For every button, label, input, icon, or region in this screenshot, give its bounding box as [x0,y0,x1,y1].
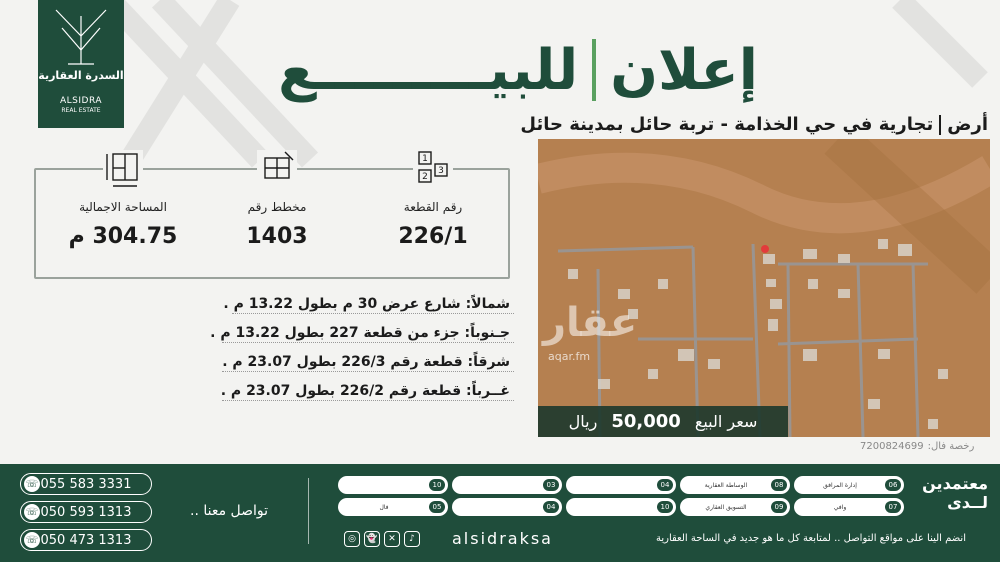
instagram-icon[interactable]: ◎ [344,531,360,547]
badge-number: 03 [543,479,559,491]
map-watermark: عقار [543,300,638,346]
satellite-map[interactable] [538,139,990,437]
property-boundaries [210,290,510,406]
whatsapp-icon: ☏ [24,504,40,520]
phone-number[interactable] [20,473,152,495]
boundary-south: جـنوباً: جزء من قطعة 227 بطول 13.22 م . [210,325,510,341]
badge-number: 04 [543,501,559,513]
accreditation-badge [566,476,676,494]
whatsapp-icon: ☏ [24,532,40,548]
map-streets [538,139,990,437]
badge-label: فال [379,503,389,511]
accreditation-badge [452,476,562,494]
boundary-north: شمالاً: شارع عرض 30 م بطول 13.22 م . [223,296,510,312]
title-separator [592,39,596,101]
phone-number[interactable] [20,501,152,523]
accreditation-badge [338,476,448,494]
phone-number[interactable] [20,529,152,551]
boundary-east: شرقاً: قطعة رقم 226/3 بطول 23.07 م . [222,354,510,370]
logo-english-name: ALSIDRA [59,96,102,106]
x-icon[interactable]: ✕ [384,531,400,547]
tiktok-icon[interactable]: ♪ [404,531,420,547]
badge-number: 10 [429,479,445,491]
permit-label: رخصة فال: [927,441,975,452]
blueprint-icon [257,150,297,190]
whatsapp-icon: ☏ [24,476,40,492]
stat-label: مخطط رقم [247,200,307,214]
svg-text:1: 1 [422,154,428,164]
numbered-boxes-icon [413,150,453,190]
accredited-label [922,474,988,512]
accreditation-badge [452,498,562,516]
location-pin-icon [761,245,769,253]
fal-permit [860,441,974,452]
permit-number: 7200824699 [860,441,924,452]
price-label: سعر البيع [694,412,758,431]
accreditation-badge [794,476,904,494]
phone-text: 050 473 1313 [40,532,132,548]
social-handle[interactable]: alsidraksa [452,529,553,548]
contact-label: تواصل معنا .. [190,503,269,519]
accreditation-badge [794,498,904,516]
social-invite-text: انضم الينا على مواقع التواصل .. لمتابعة كل ما هو جديد في الساحة العقارية [655,533,966,544]
price-value: 50,000 [611,411,681,432]
social-icons [344,531,420,547]
page-title [268,30,768,110]
logo-mark-icon [48,6,114,66]
phone-text: 055 583 3331 [40,476,132,492]
accreditation-badge [338,498,448,516]
title-part-for-sale: للبيـــــــــع [278,37,579,103]
price-currency: ريال [568,412,598,431]
property-stats-box [34,154,510,279]
subtitle-text: تجارية في حي الخذامة - تربة حائل بمدينة حائل [520,114,934,135]
price-banner [538,406,788,437]
badge-number: 05 [429,501,445,513]
floor-plan-icon [103,150,143,190]
badge-label: إدارة المرافق [823,481,857,489]
brand-logo [38,0,124,128]
footer-divider [308,478,309,544]
divider [232,313,514,314]
stat-value: 1403 [246,224,308,249]
stat-value: 226/1 [398,224,468,249]
svg-text:3: 3 [438,166,444,176]
stat-value: 304.75 م [68,224,178,249]
phone-text: 050 593 1313 [40,504,132,520]
map-watermark-url: aqar.fm [548,350,591,363]
subtitle-divider [939,115,941,135]
badge-number: 08 [771,479,787,491]
boundary-west: غــرباً: قطعة رقم 226/2 بطول 23.07 م . [220,383,510,399]
svg-text:2: 2 [422,172,428,182]
logo-arabic-name: السدرة العقارية [38,69,124,82]
accredited-line1: معتمدين [922,474,988,493]
badge-number: 07 [885,501,901,513]
stat-label: المساحة الاجمالية [79,200,167,214]
snapchat-icon[interactable]: 👻 [364,531,380,547]
badge-number: 10 [657,501,673,513]
divider [222,371,514,372]
divider [222,342,514,343]
divider [222,400,514,401]
accredited-line2: لــدى [947,493,988,512]
badge-number: 09 [771,501,787,513]
badge-label: وافي [833,503,847,511]
badge-number: 04 [657,479,673,491]
badge-number: 06 [885,479,901,491]
subtitle-prefix: أرض [947,114,988,135]
title-part-announcement: إعلان [610,37,758,103]
badge-label: الوساطة العقارية [704,481,748,489]
accreditation-badge [566,498,676,516]
logo-tagline: REAL ESTATE [61,107,101,114]
accreditation-badge [680,498,790,516]
property-subtitle [520,114,988,135]
badge-label: التسويق العقاري [705,503,747,511]
accreditation-badge [680,476,790,494]
stat-label: رقم القطعة [403,200,463,214]
